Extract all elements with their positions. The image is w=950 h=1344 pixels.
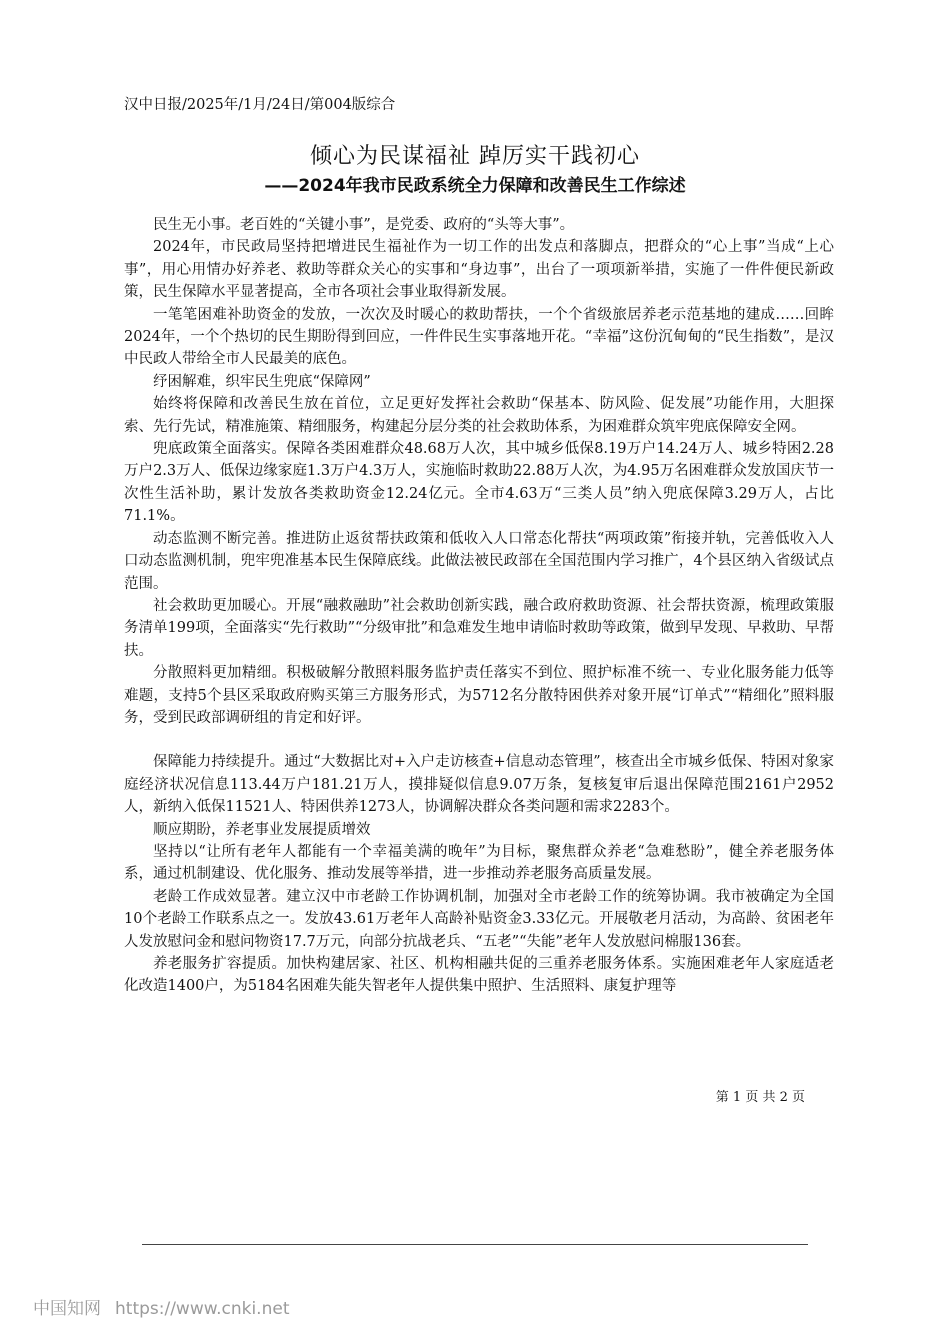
- footer-divider: [142, 1244, 808, 1245]
- paragraph: 2024年，市民政局坚持把增进民生福祉作为一切工作的出发点和落脚点，把群众的“心上事”当成“上心事”，用心用情办好养老、救助等群众关心的实事和“身边事”，出台了一项项新举措，实施了一件件便民新政策，民生保障水平显著提高，全市各项社会事业取得新发展。: [124, 239, 834, 301]
- paragraph: 坚持以“让所有老年人都能有一个幸福美满的晚年”为目标，聚焦群众养老“急难愁盼”，健全养老服务体系，通过机制建设、优化服务、推动发展等举措，进一步推动养老服务高质量发展。: [124, 843, 834, 883]
- watermark-brand: 中国知网: [33, 1299, 101, 1319]
- article-subtitle: ——2024年我市民政系统全力保障和改善民生工作综述: [264, 176, 686, 196]
- paragraph: 保障能力持续提升。通过“大数据比对+入户走访核查+信息动态管理”，核查出全市城乡低保、特困对象家庭经济状况信息113.44万户181.21万人，摸排疑似信息9.07万条，复核复审后退出保障范围2161户2952人，新纳入低保11521人、特困供养1273人，协调解决群众各类问题和需求2283个。: [124, 754, 834, 816]
- paragraph: 民生无小事。老百姓的“关键小事”，是党委、政府的“头等大事”。: [153, 217, 575, 233]
- paragraph: 老龄工作成效显著。建立汉中市老龄工作协调机制，加强对全市老龄工作的统筹协调。我市被确定为全国10个老龄工作联系点之一。发放43.61万老年人高龄补贴资金3.33亿元。开展敬老月活动，为高龄、贫困老年人发放慰问金和慰问物资17.7万元，向部分抗战老兵、“五老”“失能”老年人发放慰问棉服136套。: [124, 888, 834, 950]
- cnki-watermark: [33, 1294, 289, 1319]
- watermark-url: https://www.cnki.net: [115, 1299, 290, 1319]
- publication-source: 汉中日报/2025年/1月/24日/第004版综合: [124, 97, 396, 113]
- section-heading: 纾困解难，织牢民生兜底“保障网”: [153, 373, 371, 390]
- page-indicator: 第 1 页 共 2 页: [715, 1090, 805, 1105]
- section-heading: 顺应期盼，养老事业发展提质增效: [153, 821, 371, 838]
- paragraph: 始终将保障和改善民生放在首位，立足更好发挥社会救助“保基本、防风险、促发展”功能作用，大胆探索、先行先试，精准施策、精细服务，构建起分层分类的社会救助体系，为困难群众筑牢兜底保障安全网。: [124, 396, 834, 435]
- paragraph: 一笔笔困难补助资金的发放，一次次及时暖心的救助帮扶，一个个省级旅居养老示范基地的建成……回眸2024年，一个个热切的民生期盼得到回应，一件件民生实事落地开花。“幸福”这份沉甸甸的“民生指数”，是汉中民政人带给全市人民最美的底色。: [124, 306, 834, 368]
- paragraph: 分散照料更加精细。积极破解分散照料服务监护责任落实不到位、照护标准不统一、专业化服务能力低等难题，支持5个县区采取政府购买第三方服务形式，为5712名分散特困供养对象开展“订单式”“精细化”照料服务，受到民政部调研组的肯定和好评。: [124, 665, 834, 726]
- paragraph: 养老服务扩容提质。加快构建居家、社区、机构相融共促的三重养老服务体系。实施困难老年人家庭适老化改造1400户，为5184名困难失能失智老年人提供集中照护、生活照料、康复护理等: [124, 956, 834, 995]
- article-title: 倾心为民谋福祉 踔厉实干践初心: [310, 144, 640, 169]
- paragraph: 动态监测不断完善。推进防止返贫帮扶政策和低收入人口常态化帮扶“两项政策”衔接并轨，完善低收入人口动态监测机制，兜牢兜准基本民生保障底线。此做法被民政部在全国范围内学习推广，4个县区纳入省级试点范围。: [124, 530, 834, 592]
- article-body: [124, 214, 834, 998]
- paragraph: 社会救助更加暖心。开展“融救融助”社会救助创新实践，融合政府救助资源、社会帮扶资源，梳理政策服务清单199项，全面落实“先行救助”“分级审批”和急难发生地申请临时救助等政策，做到早发现、早救助、早帮扶。: [124, 597, 834, 659]
- paragraph: 兜底政策全面落实。保障各类困难群众48.68万人次，其中城乡低保8.19万户14.24万人、城乡特困2.28万户2.3万人、低保边缘家庭1.3万户4.3万人，实施临时救助22.88万人次，为4.95万名困难群众发放国庆节一次性生活补助，累计发放各类救助资金12.24亿元。全市4.63万“三类人员”纳入兜底保障3.29万人，占比71.1%。: [124, 441, 834, 525]
